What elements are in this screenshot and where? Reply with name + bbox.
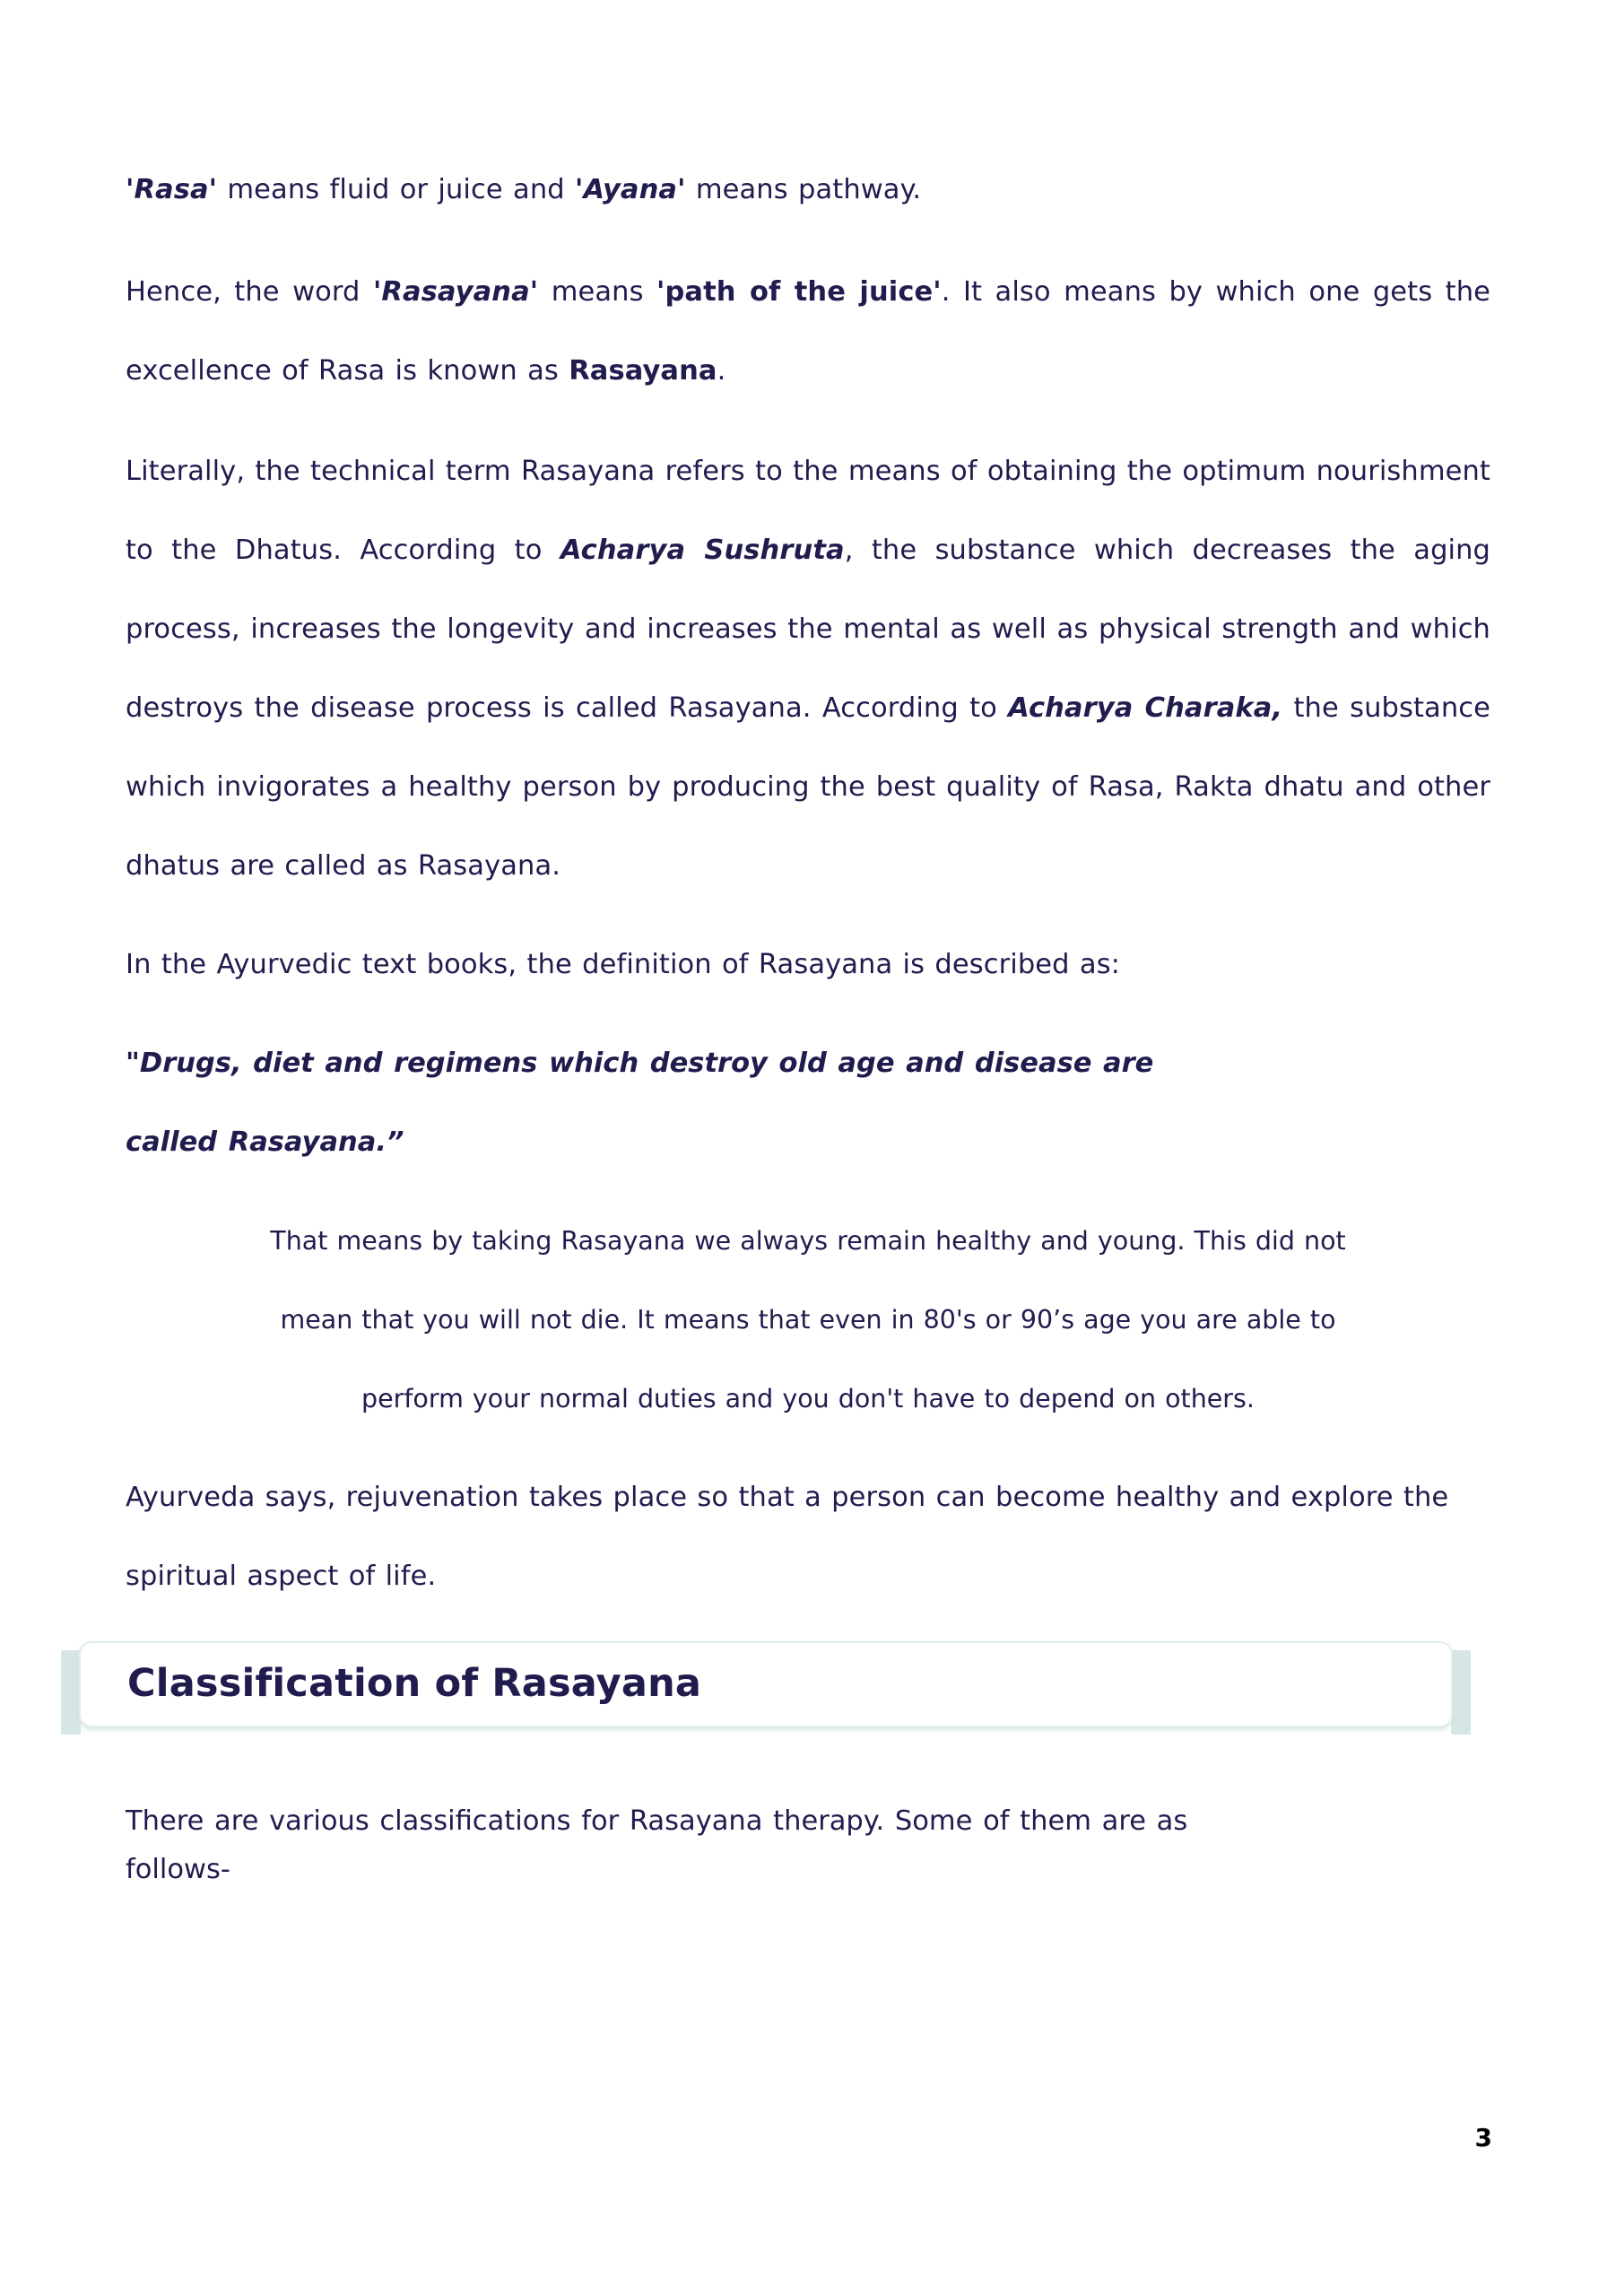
term-rasa: 'Rasa': [126, 174, 218, 205]
p1-text-1: means fluid or juice and: [217, 174, 576, 205]
p3-text-1: Literally, the technical term Rasayana refers to the means of obtaining the optimum nourishment to the Dhatus. According to: [126, 456, 1490, 566]
term-rasayana: 'Rasayana': [372, 276, 539, 308]
p3-text-3: the substance which invigorates a healthy person by producing the best quality of Rasa, Rakta dhatu and other dhatus are called as Rasayana.: [126, 692, 1490, 882]
paragraph-ayurvedic-textbooks: In the Ayurvedic text books, the definition of Rasayana is described as:: [126, 949, 1121, 980]
paragraph-rasa-ayana: [126, 151, 1490, 230]
heading-right-accent-bar: [1451, 1650, 1471, 1735]
heading-box: [79, 1641, 1453, 1727]
paragraph-classifications-intro: [126, 1797, 1490, 1894]
p2-text-3: . It also means by which one gets the excellence of Rasa is known as: [126, 276, 1490, 387]
quote-rasayana-definition: [126, 1024, 1490, 1182]
document-content: [126, 151, 1490, 1894]
p2-text-4: .: [717, 355, 726, 387]
term-path-of-the-juice: 'path of the juice': [656, 276, 942, 308]
term-acharya-sushruta: Acharya Sushruta: [560, 535, 845, 566]
paragraph-ayurveda-rejuvenation: Ayurveda says, rejuvenation takes place so that a person can become healthy and explore the spiritual aspect of life.: [126, 1482, 1449, 1592]
page-number: 3: [1474, 2123, 1492, 2152]
quote-line-2: called Rasayana.”: [126, 1126, 404, 1158]
term-acharya-charaka: Acharya Charaka,: [1008, 692, 1283, 724]
p2-text-1: Hence, the word: [126, 276, 373, 308]
p5-line-1: That means by taking Rasayana we always remain healthy and young. This did not: [270, 1226, 1346, 1256]
section-heading-banner: [61, 1641, 1471, 1735]
p2-text-2: means: [538, 276, 657, 308]
heading-left-accent-bar: [61, 1650, 81, 1735]
paragraph-that-means-centered: [126, 1202, 1490, 1439]
section-heading-title: Classification of Rasayana: [127, 1661, 702, 1706]
term-ayana: 'Ayana': [575, 174, 686, 205]
paragraph-hence-rasayana: [126, 253, 1490, 411]
p3-text-2: , the substance which decreases the aging process, increases the longevity and increases the mental as well as physical strength and which destroys the disease process is called Rasayana. According to: [126, 535, 1491, 724]
term-rasayana-bold: Rasayana: [569, 355, 717, 387]
p1-text-2: means pathway.: [685, 174, 922, 205]
quote-line-1: "Drugs, diet and regimens which destroy old age and disease are: [126, 1048, 1154, 1079]
p5-line-3: perform your normal duties and you don't have to depend on others.: [361, 1384, 1255, 1413]
p7-text-tail: follows-: [126, 1854, 230, 1885]
paragraph-literally-definition: [126, 432, 1490, 906]
p5-line-2: mean that you will not die. It means that even in 80's or 90’s age you are able to: [280, 1305, 1336, 1335]
p7-text-main: There are various classifications for Rasayana therapy. Some of them are as: [126, 1805, 1188, 1837]
